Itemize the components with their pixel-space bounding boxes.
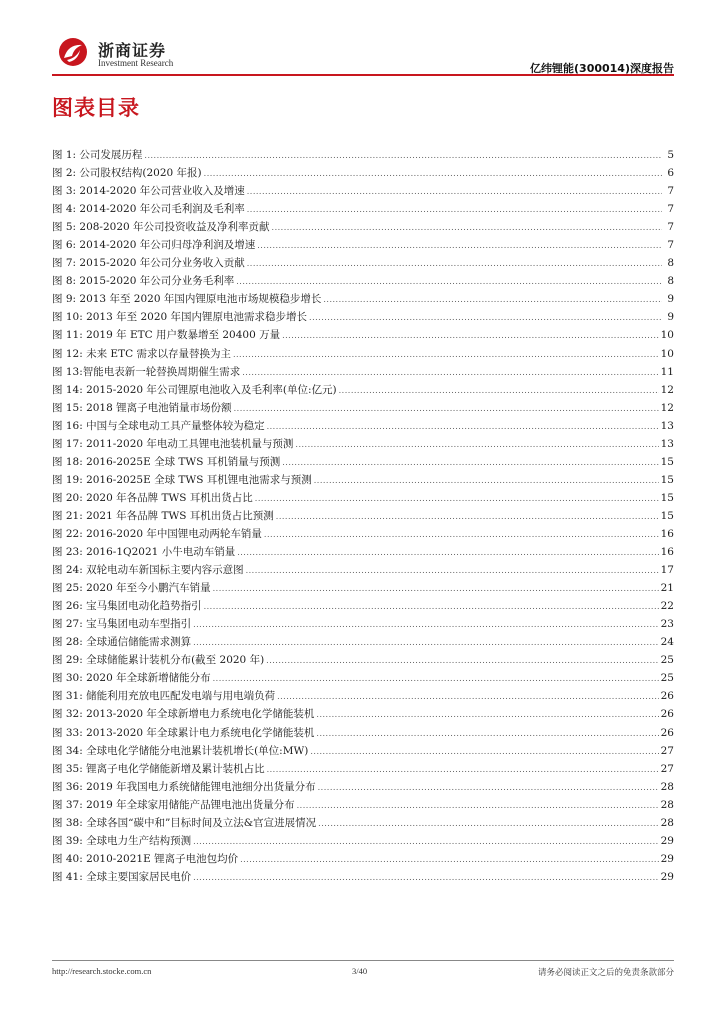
- toc-entry-label: 图 36: 2019 年我国电力系统储能锂电池细分出货量分布: [52, 780, 316, 793]
- toc-entry[interactable]: [52, 308, 674, 326]
- toc-leader-dots: [267, 418, 659, 436]
- toc-entry-label: 图 38: 全球各国“碳中和”目标时间及立法&官宣进展情况: [52, 816, 317, 829]
- toc-entry-page: 27: [660, 744, 674, 757]
- toc-leader-dots: [318, 815, 658, 833]
- toc-leader-dots: [272, 219, 662, 237]
- toc-entry-page: 21: [660, 582, 674, 595]
- toc-entry[interactable]: [52, 363, 674, 381]
- toc-leader-dots: [255, 490, 659, 508]
- toc-leader-dots: [213, 580, 659, 598]
- toc-entry-page: 6: [667, 167, 674, 180]
- toc-entry-label: 图 21: 2021 年各品牌 TWS 耳机出货占比预测: [52, 509, 274, 522]
- toc-entry-page: 11: [660, 365, 674, 378]
- logo-icon: [56, 36, 90, 68]
- toc-leader-dots: [193, 833, 659, 851]
- toc-entry-page: 9: [667, 311, 674, 324]
- toc-leader-dots: [233, 346, 659, 364]
- toc-leader-dots: [316, 725, 658, 743]
- toc-entry-page: 8: [667, 257, 674, 270]
- toc-entry-page: 15: [660, 491, 674, 504]
- toc-entry-label: 图 39: 全球电力生产结构预测: [52, 834, 192, 847]
- toc-entry[interactable]: [52, 272, 674, 290]
- toc-entry-label: 图 4: 2014-2020 年公司毛利润及毛利率: [52, 203, 245, 216]
- toc-entry-page: 26: [660, 726, 674, 739]
- toc-entry-label: 图 2: 公司股权结构(2020 年报): [52, 167, 202, 180]
- toc-entry[interactable]: [52, 236, 674, 254]
- toc-entry[interactable]: [52, 381, 674, 399]
- toc-entry-page: 5: [667, 149, 674, 161]
- toc-entry-page: 13: [660, 419, 674, 432]
- report-title: 亿纬锂能(300014)深度报告: [530, 62, 674, 75]
- toc-leader-dots: [193, 634, 659, 652]
- toc-entry-label: 图 1: 公司发展历程: [52, 149, 143, 161]
- toc-leader-dots: [282, 454, 658, 472]
- toc-leader-dots: [297, 797, 659, 815]
- toc-entry-page: 16: [660, 546, 674, 559]
- toc-leader-dots: [295, 436, 658, 454]
- toc-leader-dots: [236, 273, 662, 291]
- toc-entry[interactable]: [52, 399, 674, 417]
- toc-entry[interactable]: [52, 417, 674, 435]
- toc-entry[interactable]: [52, 200, 674, 218]
- toc-entry-label: 图 8: 2015-2020 年公司分业务毛利率: [52, 275, 235, 288]
- toc-entry[interactable]: [52, 453, 674, 471]
- toc-entry-label: 图 34: 全球电化学储能分电池累计装机增长(单位:MW): [52, 744, 309, 757]
- header-divider: [52, 74, 674, 76]
- toc-leader-dots: [237, 544, 658, 562]
- toc-leader-dots: [339, 382, 659, 400]
- toc-entry-label: 图 11: 2019 年 ETC 用户数暴增至 20400 万量: [52, 329, 281, 342]
- toc-entry-page: 28: [660, 798, 674, 811]
- toc-entry-label: 图 27: 宝马集团电动车型指引: [52, 618, 192, 631]
- toc-leader-dots: [193, 616, 659, 634]
- disclaimer-note: 请务必阅读正文之后的免责条款部分: [537, 968, 674, 978]
- toc-entry[interactable]: [52, 182, 674, 200]
- toc-leader-dots: [247, 201, 662, 219]
- toc-entry[interactable]: [52, 561, 674, 579]
- toc-entry-label: 图 40: 2010-2021E 锂离子电池包均价: [52, 852, 239, 865]
- footer-url[interactable]: http://research.stocke.com.cn: [52, 966, 152, 976]
- toc-entry-page: 28: [660, 780, 674, 793]
- toc-entry[interactable]: [52, 868, 674, 886]
- toc-entry-label: 图 22: 2016-2020 年中国锂电动两轮车销量: [52, 527, 262, 540]
- toc-leader-dots: [318, 779, 659, 797]
- toc-entry-label: 图 19: 2016-2025E 全球 TWS 耳机锂电池需求与预测: [52, 473, 312, 486]
- toc-entry[interactable]: [52, 724, 674, 742]
- logo-text: 浙商证券: [98, 41, 167, 60]
- toc-entry-page: 7: [667, 221, 674, 234]
- toc-entry-page: 26: [660, 708, 674, 721]
- toc-entry-label: 图 29: 全球储能累计装机分布(截至 2020 年): [52, 654, 265, 667]
- toc-entry[interactable]: [52, 345, 674, 363]
- toc-entry-label: 图 16: 中国与全球电动工具产量整体较为稳定: [52, 419, 265, 432]
- toc-entry-label: 图 17: 2011-2020 年电动工具锂电池装机量与预测: [52, 437, 294, 450]
- toc-entry-label: 图 31: 储能利用充放电匹配发电端与用电端负荷: [52, 690, 276, 703]
- toc-entry[interactable]: [52, 543, 674, 561]
- toc-leader-dots: [266, 652, 658, 670]
- toc-leader-dots: [316, 706, 658, 724]
- toc-entry-label: 图 15: 2018 锂离子电池销量市场份额: [52, 401, 232, 414]
- toc-entry-label: 图 20: 2020 年各品牌 TWS 耳机出货占比: [52, 491, 253, 504]
- toc-entry[interactable]: [52, 290, 674, 308]
- toc-entry-page: 12: [660, 401, 674, 414]
- toc-leader-dots: [204, 598, 659, 616]
- toc-entry-page: 27: [660, 762, 674, 775]
- toc-entry-label: 图 14: 2015-2020 年公司锂原电池收入及毛利率(单位:亿元): [52, 383, 337, 396]
- toc-leader-dots: [257, 237, 662, 255]
- toc-entry-label: 图 10: 2013 年至 2020 年国内锂原电池需求稳步增长: [52, 311, 308, 324]
- toc-leader-dots: [204, 165, 662, 183]
- toc-entry[interactable]: [52, 832, 674, 850]
- toc-entry[interactable]: [52, 164, 674, 182]
- toc-entry-page: 7: [667, 203, 674, 216]
- toc-entry[interactable]: [52, 326, 674, 344]
- toc-entry[interactable]: [52, 218, 674, 236]
- page-title: 图表目录: [52, 96, 140, 120]
- toc-entry-page: 25: [660, 672, 674, 685]
- toc-entry-label: 图 33: 2013-2020 年全球累计电力系统电化学储能装机: [52, 726, 315, 739]
- toc-entry[interactable]: [52, 525, 674, 543]
- toc-entry-page: 7: [667, 185, 674, 198]
- toc-entry[interactable]: [52, 146, 674, 164]
- toc-entry-page: 15: [660, 455, 674, 468]
- toc-entry[interactable]: [52, 669, 674, 687]
- toc-entry-page: 8: [667, 275, 674, 288]
- toc-entry-page: 24: [660, 636, 674, 649]
- toc-entry-page: 7: [667, 239, 674, 252]
- page-number: 3/40: [352, 966, 368, 976]
- toc-entry-label: 图 9: 2013 年至 2020 年国内锂原电池市场规模稳步增长: [52, 293, 322, 306]
- toc-entry-label: 图 13:智能电表新一轮替换周期催生需求: [52, 365, 241, 378]
- toc-entry[interactable]: [52, 579, 674, 597]
- toc-entry[interactable]: [52, 814, 674, 832]
- toc-entry[interactable]: [52, 489, 674, 507]
- toc-entry-label: 图 12: 未来 ETC 需求以存量替换为主: [52, 347, 231, 360]
- toc-entry[interactable]: [52, 254, 674, 272]
- toc-entry-label: 图 37: 2019 年全球家用储能产品锂电池出货量分布: [52, 798, 295, 811]
- toc-leader-dots: [314, 472, 659, 490]
- toc-entry[interactable]: [52, 742, 674, 760]
- toc-leader-dots: [323, 291, 662, 309]
- toc-entry-page: 9: [667, 293, 674, 306]
- toc-entry-page: 10: [660, 329, 674, 342]
- toc-entry-label: 图 24: 双轮电动车新国标主要内容示意图: [52, 564, 244, 577]
- toc-list: [52, 146, 674, 886]
- toc-entry-label: 图 41: 全球主要国家居民电价: [52, 870, 192, 883]
- toc-leader-dots: [267, 761, 659, 779]
- toc-leader-dots: [234, 400, 659, 418]
- toc-entry[interactable]: [52, 471, 674, 489]
- toc-entry-label: 图 30: 2020 年全球新增储能分布: [52, 672, 211, 685]
- toc-entry-label: 图 35: 锂离子电化学储能新增及累计装机占比: [52, 762, 265, 775]
- toc-entry-label: 图 32: 2013-2020 年全球新增电力系统电化学储能装机: [52, 708, 315, 721]
- toc-leader-dots: [282, 327, 659, 345]
- toc-entry[interactable]: [52, 435, 674, 453]
- toc-leader-dots: [310, 743, 658, 761]
- toc-leader-dots: [193, 869, 659, 887]
- toc-entry[interactable]: [52, 760, 674, 778]
- toc-entry[interactable]: [52, 850, 674, 868]
- toc-leader-dots: [242, 364, 658, 382]
- toc-entry[interactable]: [52, 597, 674, 615]
- toc-leader-dots: [264, 526, 659, 544]
- toc-entry-page: 15: [660, 509, 674, 522]
- toc-entry[interactable]: [52, 507, 674, 525]
- toc-entry-label: 图 18: 2016-2025E 全球 TWS 耳机销量与预测: [52, 455, 281, 468]
- toc-entry-label: 图 6: 2014-2020 年公司归母净利润及增速: [52, 239, 256, 252]
- toc-leader-dots: [246, 562, 659, 580]
- toc-entry-label: 图 5: 208-2020 年公司投资收益及净利率贡献: [52, 221, 270, 234]
- toc-entry-label: 图 23: 2016-1Q2021 小牛电动车销量: [52, 546, 236, 559]
- toc-entry-page: 26: [660, 690, 674, 703]
- toc-entry-page: 12: [660, 383, 674, 396]
- toc-leader-dots: [247, 255, 662, 273]
- toc-entry-page: 23: [660, 618, 674, 631]
- toc-leader-dots: [144, 147, 662, 165]
- toc-entry[interactable]: [52, 796, 674, 814]
- toc-leader-dots: [276, 508, 659, 526]
- toc-entry-page: 22: [660, 600, 674, 613]
- toc-entry-page: 15: [660, 473, 674, 486]
- toc-entry[interactable]: [52, 705, 674, 723]
- footer-divider: [52, 960, 674, 961]
- toc-entry[interactable]: [52, 615, 674, 633]
- toc-entry-page: 25: [660, 654, 674, 667]
- toc-leader-dots: [277, 688, 659, 706]
- toc-entry-page: 16: [660, 527, 674, 540]
- page-header: [52, 36, 674, 75]
- toc-entry-label: 图 25: 2020 年至今小鹏汽车销量: [52, 582, 211, 595]
- toc-entry[interactable]: [52, 633, 674, 651]
- toc-entry[interactable]: [52, 651, 674, 669]
- toc-entry[interactable]: [52, 687, 674, 705]
- toc-entry-page: 29: [660, 834, 674, 847]
- toc-entry-page: 29: [660, 870, 674, 883]
- logo-subtext: Investment Research: [98, 58, 174, 68]
- toc-entry-label: 图 3: 2014-2020 年公司营业收入及增速: [52, 185, 245, 198]
- toc-entry-label: 图 28: 全球通信储能需求测算: [52, 636, 192, 649]
- toc-leader-dots: [247, 183, 662, 201]
- toc-entry-page: 10: [660, 347, 674, 360]
- toc-entry-label: 图 26: 宝马集团电动化趋势指引: [52, 600, 202, 613]
- toc-leader-dots: [309, 309, 662, 327]
- toc-entry-page: 29: [660, 852, 674, 865]
- toc-entry-page: 28: [660, 816, 674, 829]
- toc-leader-dots: [240, 851, 659, 869]
- toc-entry-page: 13: [660, 437, 674, 450]
- toc-entry[interactable]: [52, 778, 674, 796]
- toc-entry-label: 图 7: 2015-2020 年公司分业务收入贡献: [52, 257, 245, 270]
- toc-entry-page: 17: [660, 564, 674, 577]
- toc-leader-dots: [213, 670, 659, 688]
